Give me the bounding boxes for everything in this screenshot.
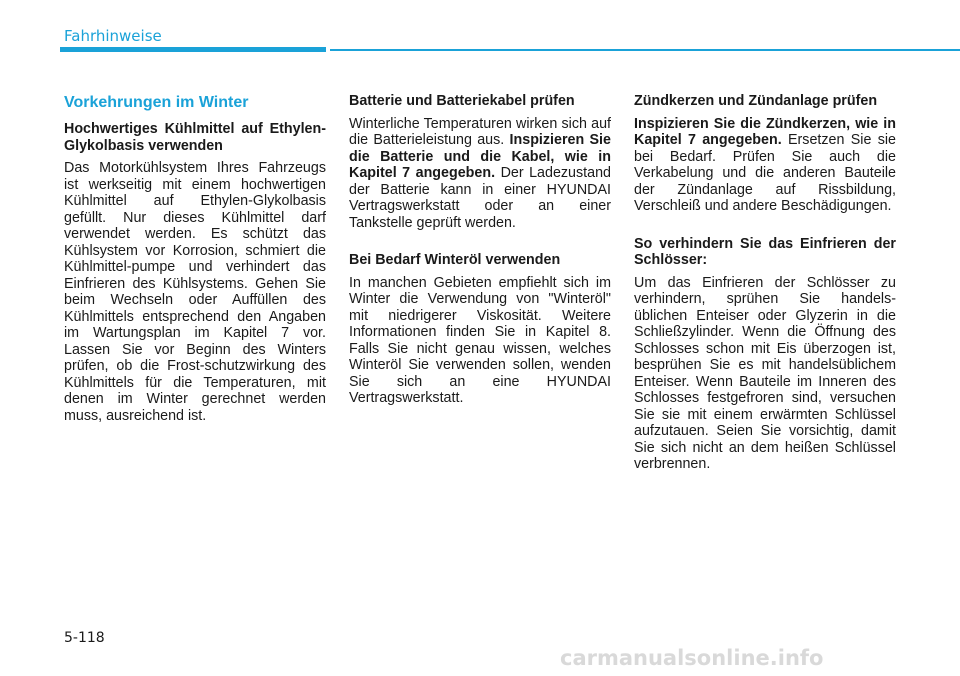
battery-body (349, 116, 611, 232)
oil-body: In manchen Gebieten empfiehlt sich im Winter die Verwendung von "Winteröl" mit niedrigerer Viskosität. Weitere Informationen finden Sie in Kapitel 8. Falls Sie nicht genau wissen, welches Winteröl Sie verwenden sollen, wenden Sie sich an eine HYUNDAI Vertragswerkstatt. (349, 274, 611, 406)
battery-emphasis: Inspizieren Sie die Batterie und die Kabel, wie in Kapitel 7 angegeben. (349, 132, 611, 181)
oil-heading: Bei Bedarf Winteröl verwenden (349, 252, 561, 268)
locks-body: Um das Einfrieren der Schlösser zu verhindern, sprühen Sie handels-üblichen Enteiser oder Glyzerin in die Schließzylinder. Wenn die Öffnung des Schlosses schon mit Eis überzogen ist, besprühen Sie es mit handelsüblichem Enteiser. Wenn Bauteile im Inneren des Schlosses festgefroren sind, versuchen Sie sie mit einem erwärmten Schlüssel aufzutauen. Seien Sie vorsichtig, damit Sie sich nicht an dem heißen Schlüssel verbrennen. (634, 274, 896, 472)
watermark: carmanualsonline.info (560, 646, 824, 670)
battery-heading: Batterie und Batteriekabel prüfen (349, 93, 575, 109)
spark-body (634, 116, 896, 215)
header-rule-thin (330, 49, 960, 51)
battery-intro: Winterliche Temperaturen wirken sich auf die Batterieleistung aus. (349, 115, 611, 148)
spark-heading: Zündkerzen und Zündanlage prüfen (634, 93, 878, 109)
coolant-heading: Hochwertiges Kühlmittel auf Ethylen-Glykolbasis verwenden (64, 121, 326, 154)
column-3 (634, 93, 896, 473)
spark-text: Ersetzen Sie sie bei Bedarf. Prüfen Sie auch die Verkabelung und die anderen Bauteile der Zündanlage auf Rissbildung, Verschleiß und andere Beschädigungen. (634, 132, 896, 214)
battery-text: Der Ladezustand der Batterie kann in einer HYUNDAI Vertragswerkstatt oder an einer Tankstelle geprüft werden. (349, 165, 611, 231)
column-1 (64, 93, 326, 424)
locks-heading: So verhindern Sie das Einfrieren der Schlösser: (634, 235, 896, 268)
spark-emphasis: Inspizieren Sie die Zündkerzen, wie in Kapitel 7 angegeben. (634, 115, 896, 148)
page-number: 5-118 (64, 630, 105, 646)
header-rule-thick (60, 47, 326, 52)
column-2 (349, 93, 611, 407)
section-label: Fahrhinweise (64, 27, 162, 45)
page-title: Vorkehrungen im Winter (64, 94, 249, 111)
coolant-body: Das Motorkühlsystem Ihres Fahrzeugs ist werkseitig mit einem hochwertigen Kühlmittel auf Ethylen-Glykolbasis gefüllt. Nur dieses Kühlmittel darf verwendet werden. Es schützt das Kühlsystem vor Korrosion, schmiert die Kühlmittel-pumpe und verhindert das Einfrieren des Kühlsystems. Gehen Sie beim Wechseln oder Auffüllen des Kühlmittels entsprechend den Angaben im Wartungsplan im Kapitel 7 vor. Lassen Sie vor Beginn des Winters prüfen, ob die Frost-schutzwirkung des Kühlmittels für die Temperaturen, mit denen im Winter gerechnet werden muss, ausreichend ist. (64, 160, 326, 424)
